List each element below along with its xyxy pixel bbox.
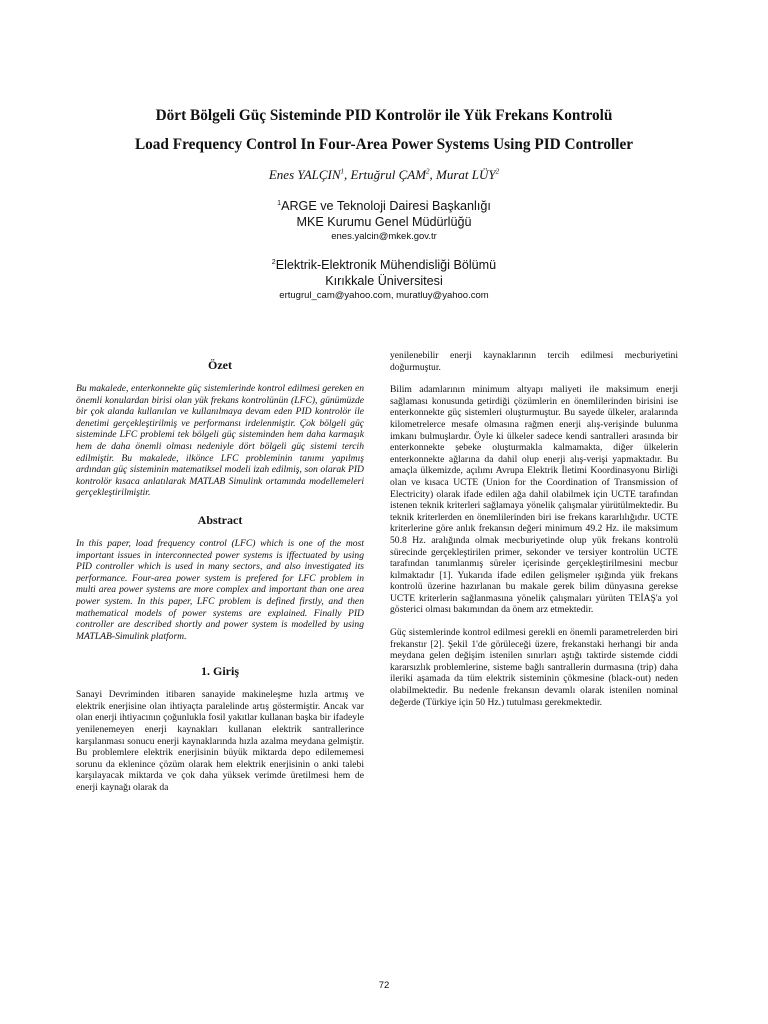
author-name: Ertuğrul ÇAM [350, 167, 427, 182]
body-paragraph: yenilenebilir enerji kaynaklarının tercih edilmesi mecburiyetini doğurmuştur. [390, 350, 678, 373]
left-column [76, 350, 364, 794]
right-column [390, 350, 678, 708]
author-affiliation-mark: 1 [340, 167, 345, 176]
page-number: 72 [378, 980, 390, 991]
author-list [0, 167, 768, 183]
affiliation-institution: Kırıkkale Üniversitesi [325, 274, 443, 288]
body-paragraph: Bilim adamlarının minimum altyapı maliyeti ile maksimum enerji sağlaması konusunda getirdiği çözümlerin en önemlilerinden birisini ise enterkonnekte güç sistemleri oluşturmuştur. Bu sayede ülkeler, aralarında kilometrelerce mesafe olmasına rağmen enerji alış-verişinde bulunma imkanı bulmuşlardır. Öyle ki ülkeler sadece kendi santralleri arasında bir enterkonnekte şebeke oluşturmakla kalmamakta, diğer ülkelerin enterkonnekte ağlarına da dahil olup enerji alış-verişi yapmaktadır. Bu amaçla ülkemizde, açılımı Avrupa Elektrik İletimi Koordinasyonu Birliği olan ve kısaca UCTE (Union for the Coordination of Transmission of Electricity) olarak ifade edilen ağa dahil olabilmek için UCTE tarafından istenen teknik kriterleri sağlamaya yönelik çalışmalar yürütülmektedir. Bu teknik kriterlerden en önemlilerinden biri ise frekans kararlılığıdır. UCTE kriterlerine göre anlık frekansın değeri minimum 49.2 Hz. ile maksimum 50.8 Hz. aralığında olmak mecburiyetinde olup yük frekans kontrolü sürecinde gerçekleştirilen primer, sekonder ve tersiyer kontrolün UCTE tarafından tanımlanmış süreler içerisinde gerçekleştirilmesini mecbur kılmaktadır [1]. Yukarıda ifade edilen gelişmeler ışığında yük frekans kontrolü üzerine hazırlanan bu makale gerek bilim dünyasına gerekse UCTE kriterlerin sağlanmasına yönelik çalışmaları yürüten TEİAŞ'a yol gösterici olması bakımından da önem arz etmektedir. [390, 384, 678, 616]
author-name: Murat LÜY [436, 167, 496, 182]
affiliation-email[interactable]: enes.yalcin@mkek.gov.tr [331, 231, 437, 242]
author-separator: , [344, 167, 351, 182]
author-affiliation-mark: 2 [495, 167, 500, 176]
ozet-text: Bu makalede, enterkonnekte güç sistemlerinde kontrol edilmesi gereken en önemli konulardan birisi olan yük frekans kontrolünün (LFC), günümüzde bir çok alanda kullanılan ve kullanılmaya devam eden PID kontrolör ile denetimi gerçekleştirilmiş ve performansı irdelenmiştir. Çok bölgeli güç sisteminde LFC problemi tek bölgeli güç sisteminden hem daha karmaşık hem de daha önemli olması nedeniyle dört bölgeli güç sistemi tercih edilmiştir. Bu makalede, ilkönce LFC probleminin tanımı yapılmış ardından güç sisteminin matematiksel modeli izah edilmiş, son olarak PID kontrolör kısaca anlatılarak MATLAB Simulink ortamında modellemeleri gerçekleştirilmiştir. [76, 383, 364, 499]
giris-paragraph: Sanayi Devriminden itibaren sanayide makineleşme hızla artmış ve elektrik enerjisine olan ihtiyaçta paralelinde artış göstermiştir. Ancak var olan enerji ihtiyacının çoğunlukla fosil yakıtlar kullanan başka bir ifadeyle yenilenemeyen enerji kaynakları kullanan elektrik santrallerince karşılanması sonucu enerji kaynaklarında hızla azalma meydana gelmiştir. Bu problemlere elektrik enerjisinin büyük miktarda depo edilememesi sorunu da eklenince çözüm olarak hem elektrik enerjisinin o anki talebi karşılayacak miktarda ve çok daha yüksek verimde üretilmesi hem de enerji kaynağı olarak da [76, 689, 364, 794]
author-name: Enes YALÇIN [268, 167, 341, 182]
affiliation-2 [0, 257, 768, 302]
abstract-text: In this paper, load frequency control (LFC) which is one of the most important issues in interconnected power systems is iffectuated by using PID controller which is used in many sectors, and also investigated its performance. Four-area power system is prefered for LFC problem in multi area power systems are more complex and important than one area power system. In this paper, LFC problem is defined firstly, and then mathematical models of power systems are explained. Finally PID controller are described shortly and power system is modelled by using MATLAB-Simulink platform. [76, 537, 364, 642]
affiliation-1 [0, 198, 768, 243]
affiliation-mark: 2 [271, 258, 276, 266]
section-heading-giris: 1. Giriş [201, 664, 239, 679]
paper-title-english: Load Frequency Control In Four-Area Power Systems Using PID Controller [134, 136, 634, 153]
affiliation-mark: 1 [277, 199, 282, 207]
paper-title-turkish: Dört Bölgeli Güç Sisteminde PID Kontrolör ile Yük Frekans Kontrolü [155, 107, 613, 124]
ozet-heading: Özet [208, 358, 232, 372]
affiliation-department: ARGE ve Teknoloji Dairesi Başkanlığı [281, 199, 491, 213]
body-paragraph: Güç sistemlerinde kontrol edilmesi gerekli en önemli parametrelerden biri frekanstır [2]. Şekil 1'de görüleceği üzere, frekanstaki herhangi bir anda meydana gelen değişim istenilen sınırları aştığı taktirde sistemde ciddi kararsızlık problemlerine, sisteme bağlı santrallerin durmasına (trip) daha ileriki aşamada da tüm elektrik sisteminin çökmesine (black-out) neden olabilmektedir. Bu nedenle frekansın devamlı olarak istenilen nominal değerde (Türkiye için 50 Hz.) tutulması gerekmektedir. [390, 627, 678, 708]
affiliation-institution: MKE Kurumu Genel Müdürlüğü [296, 215, 472, 229]
affiliation-org [0, 198, 768, 214]
affiliation-email[interactable]: ertugrul_cam@yahoo.com, muratluy@yahoo.com [279, 290, 489, 301]
abstract-heading: Abstract [197, 512, 243, 527]
author-separator: , [429, 167, 437, 182]
author-affiliation-mark: 2 [426, 167, 430, 176]
affiliation-org [0, 257, 768, 273]
affiliation-department: Elektrik-Elektronik Mühendisliği Bölümü [275, 258, 497, 272]
